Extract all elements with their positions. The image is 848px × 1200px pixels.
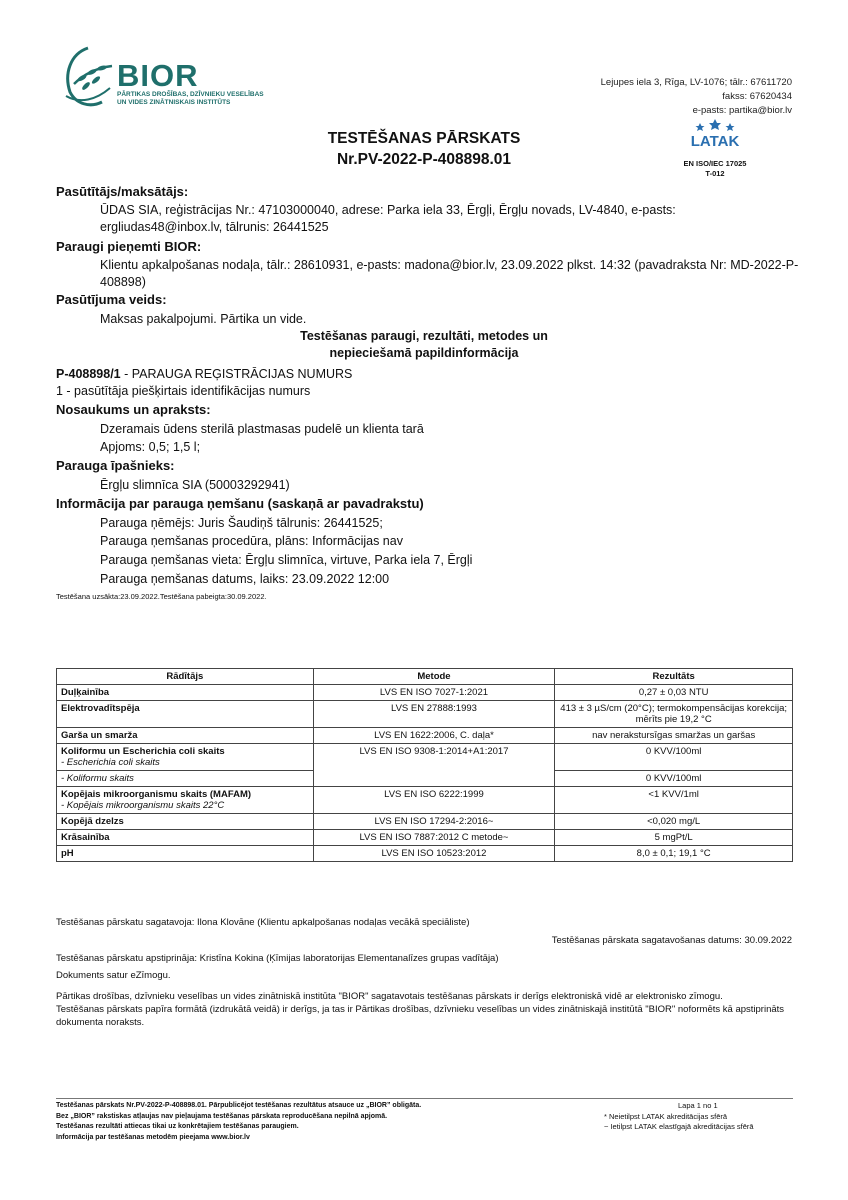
result-cell: 0,27 ± 0,03 NTU bbox=[555, 685, 793, 701]
param-sub: - Kopējais mikroorganismu skaits 22°C bbox=[61, 800, 225, 811]
title-line-1: TESTĒŠANAS PĀRSKATS bbox=[327, 130, 521, 147]
header-method: Metode bbox=[313, 669, 555, 685]
results-table bbox=[56, 668, 793, 862]
email-line: e-pasts: partika@bior.lv bbox=[692, 105, 792, 116]
param-name: Koliformu un Escherichia coli skaits bbox=[61, 746, 225, 757]
result-cell: 0 KVV/100ml bbox=[555, 744, 793, 771]
bior-logo-icon bbox=[60, 44, 116, 110]
method-cell: LVS EN ISO 7887:2012 C metode~ bbox=[313, 830, 555, 846]
header-parameter: Rādītājs bbox=[57, 669, 314, 685]
sample-number: P-408898/1 bbox=[56, 367, 121, 381]
logo-name: BIOR bbox=[117, 58, 199, 93]
param-cell bbox=[57, 744, 314, 771]
footer-right bbox=[604, 1101, 754, 1133]
param-cell: Elektrovadītspēja bbox=[57, 701, 314, 728]
sample-name-label: Nosaukums un apraksts: bbox=[56, 402, 211, 417]
sampling-info-label: Informācija par parauga ņemšanu (saskaņā ar pavadrakstu) bbox=[56, 496, 424, 511]
sampling-datetime: Parauga ņemšanas datums, laiks: 23.09.2022 12:00 bbox=[100, 572, 390, 586]
validity-note bbox=[56, 990, 796, 1029]
method-cell: LVS EN 27888:1993 bbox=[313, 701, 555, 728]
table-row bbox=[57, 814, 793, 830]
method-cell: LVS EN ISO 9308-1:2014+A1:2017 bbox=[313, 744, 555, 787]
result-cell: 413 ± 3 µS/cm (20°C); termokompensācijas korekcija; mērīts pie 19,2 °C bbox=[555, 701, 793, 728]
validity-line: Pārtikas drošības, dzīvnieku veselības un vides zinātniskā institūta "BIOR" sagatavotais testēšanas pārskats ir derīgs elektroniskā vidē ar elektronisko zīmogu. bbox=[56, 991, 723, 1002]
param-sub: - Koliformu skaits bbox=[61, 773, 134, 784]
method-cell: LVS EN 1622:2006, C. daļa* bbox=[313, 728, 555, 744]
sampler: Parauga ņēmējs: Juris Šaudiņš tālrunis: 26441525; bbox=[100, 516, 383, 530]
order-type-label: Pasūtījuma veids: bbox=[56, 292, 167, 307]
method-cell: LVS EN ISO 10523:2012 bbox=[313, 846, 555, 862]
param-cell: Garša un smarža bbox=[57, 728, 314, 744]
sample-id-line: 1 - pasūtītāja piešķirtais identifikācijas numurs bbox=[56, 384, 311, 398]
result-cell: 8,0 ± 0,1; 19,1 °C bbox=[555, 846, 793, 862]
latak-logo-icon bbox=[684, 118, 746, 148]
validity-line: Testēšanas pārskats papīra formātā (izdrukātā veidā) ir derīgs, ja tas ir Pārtikas drošības, dzīvnieku veselības un vides zinātniskajā institūtā "BIOR" noformēts kā apstiprināts dokumenta noraksts. bbox=[56, 1004, 785, 1028]
latak-standard bbox=[680, 159, 750, 179]
approved-by: Testēšanas pārskatu apstiprināja: Kristīna Kokina (Ķīmijas laboratorijas Elementanalīzes grupas vadītāja) bbox=[56, 953, 499, 964]
order-type-text: Maksas pakalpojumi. Pārtika un vide. bbox=[100, 312, 307, 326]
sample-name-text: Dzeramais ūdens sterilā plastmasas pudelē un klienta tarā bbox=[100, 422, 424, 436]
param-sub: - Escherichia coli skaits bbox=[61, 757, 160, 768]
prepared-by: Testēšanas pārskatu sagatavoja: Ilona Klovāne (Klientu apkalpošanas nodaļas vecākā speciāliste) bbox=[56, 917, 470, 928]
received-label: Paraugi pieņemti BIOR: bbox=[56, 239, 202, 254]
sample-owner-text: Ērgļu slimnīca SIA (50003292941) bbox=[100, 478, 290, 492]
param-cell: Kopējā dzelzs bbox=[57, 814, 314, 830]
param-cell: Krāsainība bbox=[57, 830, 314, 846]
table-row bbox=[57, 685, 793, 701]
testing-dates: Testēšana uzsākta:23.09.2022.Testēšana pabeigta:30.09.2022. bbox=[56, 592, 267, 601]
latak-std-text: EN ISO/IEC 17025 bbox=[683, 159, 747, 168]
sampling-place: Parauga ņemšanas vieta: Ērgļu slimnīca, virtuve, Parka iela 7, Ērgļi bbox=[100, 553, 473, 567]
latak-accreditation bbox=[680, 118, 750, 179]
result-cell: nav nerakstursīgas smaržas un garšas bbox=[555, 728, 793, 744]
param-cell bbox=[57, 771, 314, 787]
client-label: Pasūtītājs/maksātājs: bbox=[56, 184, 189, 199]
page-number: Lapa 1 no 1 bbox=[678, 1101, 718, 1110]
contact-address bbox=[601, 76, 792, 118]
section-title bbox=[0, 328, 848, 362]
method-cell: LVS EN ISO 7027-1:2021 bbox=[313, 685, 555, 701]
received-text: Klientu apkalpošanas nodaļa, tālr.: 28610931, e-pasts: madona@bior.lv, 23.09.2022 plkst. 14:32 (pavadraksta Nr: MD-2022-P-408898) bbox=[100, 258, 799, 289]
param-cell: Duļķainība bbox=[57, 685, 314, 701]
estamp-note: Dokuments satur eZīmogu. bbox=[56, 970, 171, 981]
logo-subtitle-line: PĀRTIKAS DROŠĪBAS, DZĪVNIEKU VESELĪBAS bbox=[117, 91, 264, 98]
footer-line: Testēšanas rezultāti attiecas tikai uz konkrētajiem testēšanas paraugiem. bbox=[56, 1123, 299, 1130]
section-title-line: nepieciešamā papildinformācija bbox=[329, 346, 519, 360]
result-cell: <1 KVV/1ml bbox=[555, 787, 793, 814]
footer-line: Bez „BIOR” rakstiskas atļaujas nav pieļaujama testēšanas pārskata reproducēšana nepilnā apjomā. bbox=[56, 1112, 388, 1120]
prepared-date: Testēšanas pārskata sagatavošanas datums: 30.09.2022 bbox=[551, 935, 792, 946]
footer-divider bbox=[56, 1098, 793, 1099]
method-cell: LVS EN ISO 17294-2:2016~ bbox=[313, 814, 555, 830]
table-row bbox=[57, 787, 793, 814]
table-row bbox=[57, 846, 793, 862]
footer-line: Informācija par testēšanas metodēm pieejama www.bior.lv bbox=[56, 1133, 250, 1141]
latak-logo-text: LATAK bbox=[690, 133, 740, 148]
table-row bbox=[57, 701, 793, 728]
result-cell: 5 mgPt/L bbox=[555, 830, 793, 846]
sample-volume: Apjoms: 0,5; 1,5 l; bbox=[100, 440, 201, 454]
sample-number-desc: - PARAUGA REĢISTRĀCIJAS NUMURS bbox=[120, 367, 353, 381]
table-row bbox=[57, 744, 793, 771]
logo-subtitle-line: UN VIDES ZINĀTNISKAIS INSTITŪTS bbox=[117, 99, 231, 106]
address-line: Lejupes iela 3, Rīga, LV-1076; tālr.: 67611720 bbox=[600, 77, 792, 88]
table-row bbox=[57, 728, 793, 744]
table-row bbox=[57, 830, 793, 846]
sample-owner-label: Parauga īpašnieks: bbox=[56, 458, 175, 473]
footer-line: Testēšanas pārskats Nr.PV-2022-P-408898.01. Pārpublicējot testēšanas rezultātus atsauce uz „BIOR” obligāta. bbox=[56, 1102, 422, 1109]
sample-number-line bbox=[56, 366, 352, 383]
footnote-flexible: ~ Ietilpst LATAK elastīgajā akreditācijas sfērā bbox=[604, 1122, 754, 1131]
section-title-line: Testēšanas paraugi, rezultāti, metodes un bbox=[300, 329, 548, 343]
client-text: ŪDAS SIA, reģistrācijas Nr.: 47103000040, adrese: Parka iela 33, Ērgļi, Ērgļu novads, LV-4840, e-pasts: ergliudas48@inbox.lv, tālrunis: 26441525 bbox=[100, 203, 676, 234]
fax-line: fakss: 67620434 bbox=[722, 91, 792, 102]
footnote-not-accredited: * Neietilpst LATAK akreditācijas sfērā bbox=[604, 1111, 728, 1121]
result-cell: <0,020 mg/L bbox=[555, 814, 793, 830]
footer-notes bbox=[56, 1101, 421, 1143]
header-result: Rezultāts bbox=[555, 669, 793, 685]
param-name: Kopējais mikroorganismu skaits (MAFAM) bbox=[61, 789, 252, 800]
logo-subtitle bbox=[117, 91, 287, 107]
param-cell bbox=[57, 787, 314, 814]
title-line-2: Nr.PV-2022-P-408898.01 bbox=[336, 151, 512, 168]
sampling-procedure: Parauga ņemšanas procedūra, plāns: Informācijas nav bbox=[100, 534, 403, 548]
param-cell: pH bbox=[57, 846, 314, 862]
latak-code-text: T-012 bbox=[705, 169, 725, 178]
table-header-row bbox=[57, 669, 793, 685]
result-cell: 0 KVV/100ml bbox=[555, 771, 793, 787]
method-cell: LVS EN ISO 6222:1999 bbox=[313, 787, 555, 814]
